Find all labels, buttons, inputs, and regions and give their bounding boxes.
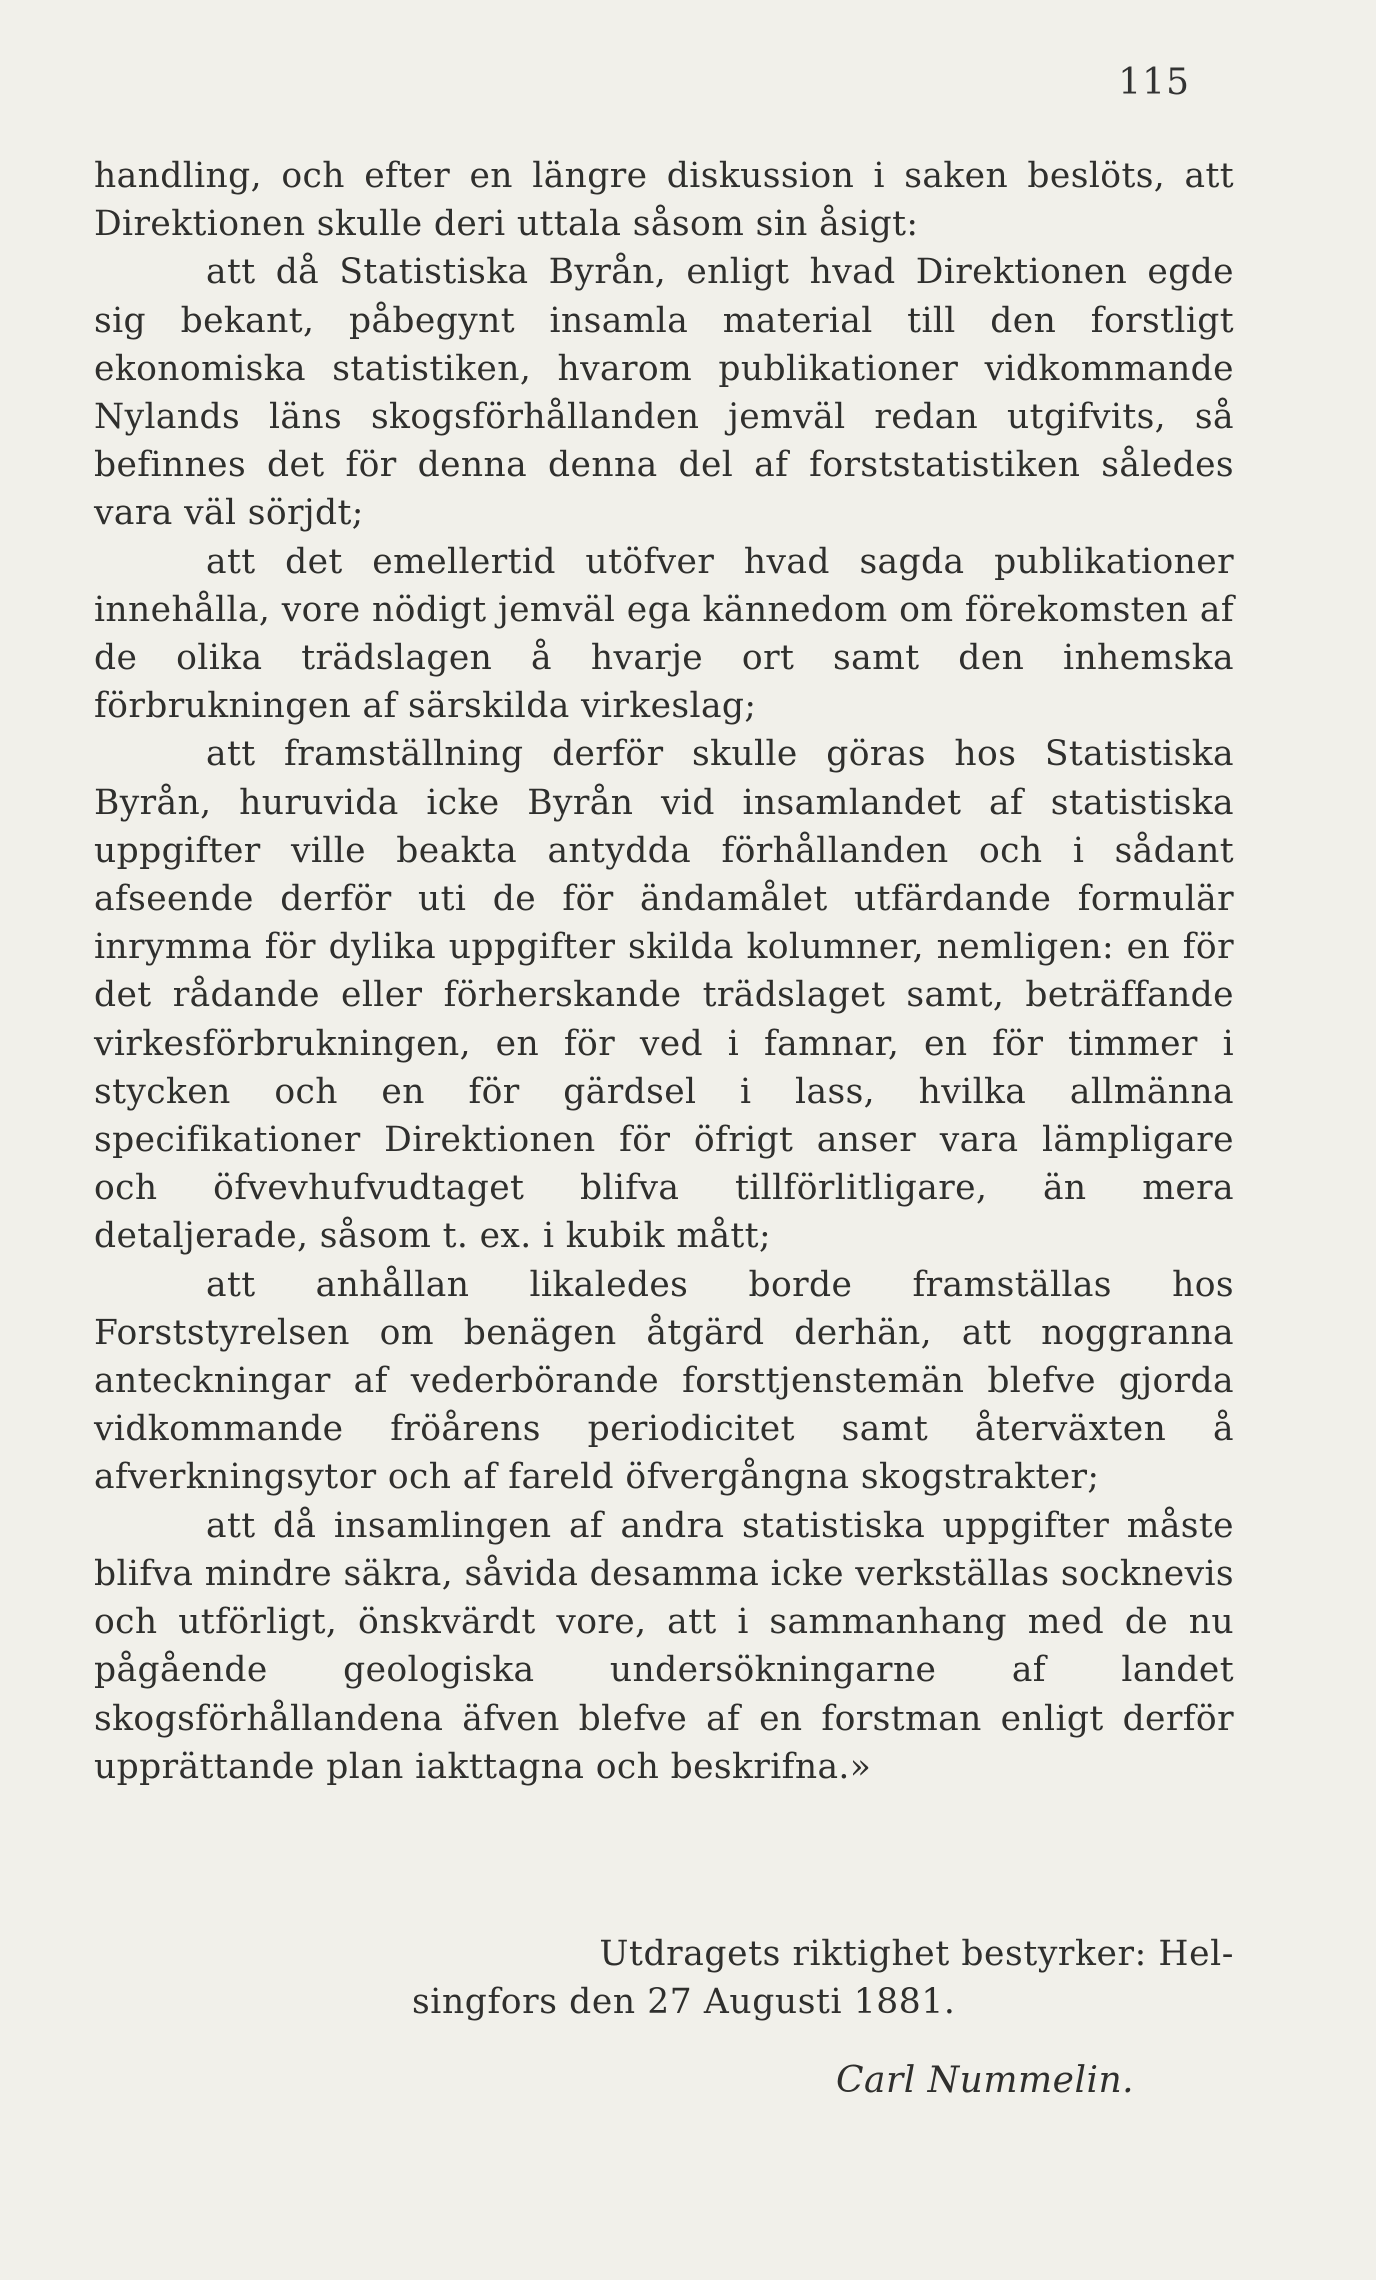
page-number: 115	[1118, 62, 1190, 103]
attestation	[94, 1930, 1234, 2026]
signature: Carl Nummelin.	[836, 2060, 1135, 2101]
paragraph-4: att framställning derför skulle göras hos Statistiska Byrån, huruvida icke Byrån vid insamlandet af statistiska uppgifter ville beakta antydda förhållanden och i sådant afseende derför uti de för ändamålet utfärdande formulär inrymma för dylika uppgifter skilda kolumner, nemligen: en för det rådande eller förherskande trädslaget samt, beträffande virkesförbrukningen, en för ved i famnar, en för timmer i stycken och en för gärdsel i lass, hvilka allmänna specifikationer Direktionen för öfrigt anser vara lämpligare och öfvevhufvudtaget blifva tillförlitligare, än mera detaljerade, såsom t. ex. i kubik mått;	[94, 734, 1234, 1257]
body-text	[94, 152, 1234, 1791]
paragraph-2: att då Statistiska Byrån, enligt hvad Direktionen egde sig bekant, påbegynt insamla material till den forstligt ekonomiska statistiken, hvarom publikationer vidkommande Nylands läns skogsförhållanden jemväl redan utgifvits, så befinnes det för denna denna del af forststatistiken således vara väl sörjdt;	[94, 252, 1234, 534]
paragraph-6: att då insamlingen af andra statistiska uppgifter måste blifva mindre säkra, såvida desamma icke verkställas socknevis och utförligt, önskvärdt vore, att i sammanhang med de nu pågående geologiska undersökningarne af landet skogsförhållandena äfven blefve af en forstman enligt derför upprättande plan iakttagna och beskrifna.»	[94, 1505, 1234, 1787]
paragraph-5: att anhållan likaledes borde framställas hos Forststyrelsen om benägen åtgärd derhän, att noggranna anteckningar af vederbörande forsttjenstemän blefve gjorda vidkommande fröårens periodicitet samt återväxten å afverkningsytor och af fareld öfvergångna skogstrakter;	[94, 1264, 1234, 1498]
attestation-line-2: singfors den 27 Augusti 1881.	[412, 1982, 956, 2023]
paragraph-3: att det emellertid utöfver hvad sagda publikationer innehålla, vore nödigt jemväl ega kännedom om förekomsten af de olika trädslagen å hvarje ort samt den inhemska förbrukningen af särskilda virkeslag;	[94, 541, 1234, 727]
attestation-line-1: Utdragets riktighet bestyrker: Hel-	[599, 1934, 1234, 1974]
paragraph-1: handling, och efter en längre diskussion i saken beslöts, att Direktionen skulle deri uttala såsom sin åsigt:	[94, 156, 1234, 245]
